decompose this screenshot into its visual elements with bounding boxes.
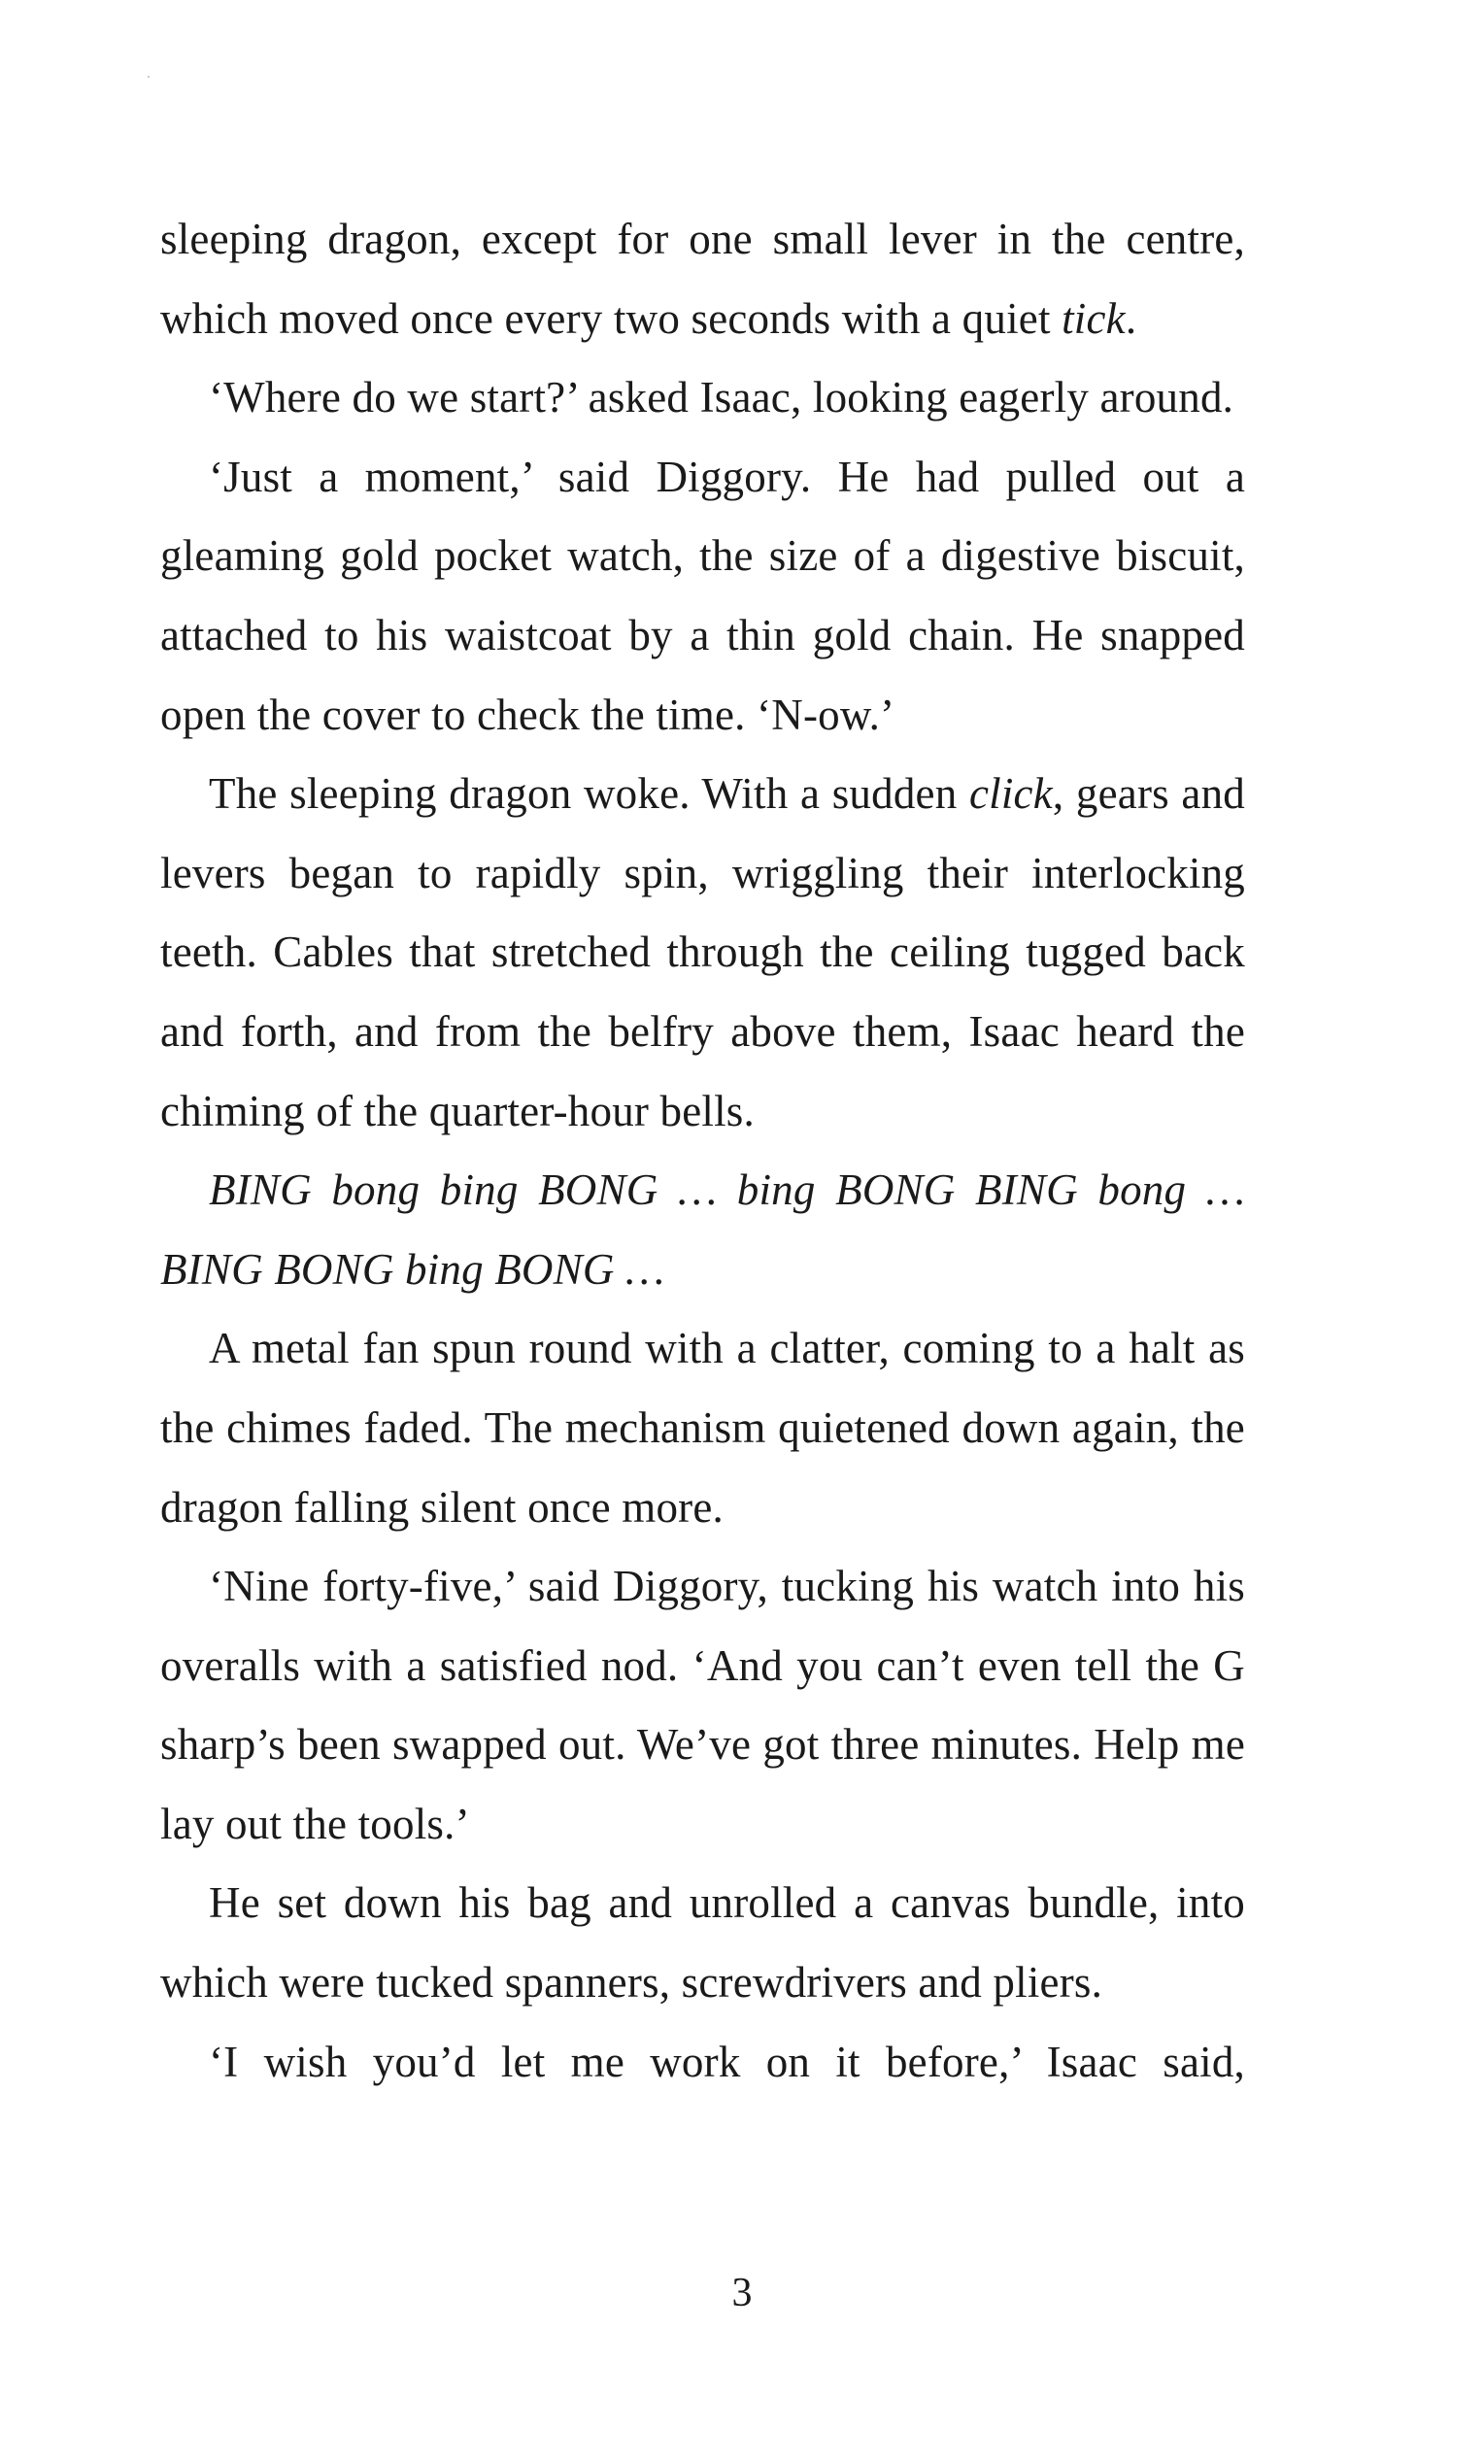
page-number: 3 [731,2271,753,2315]
paragraph-1: sleeping dragon, except for one small lever in the centre, which moved once every two seconds with a quiet tick. [160,215,1245,343]
paragraph-8: He set down his bag and unrolled a canvas bundle, into which were tucked spanners, screwdrivers and pliers. [160,1878,1245,2008]
paper-speck [148,76,150,78]
paragraph-6: A metal fan spun round with a clatter, coming to a halt as the chimes faded. The mechanism quietened down again, the dragon falling silent once more. [160,1324,1245,1532]
paragraph-7: ‘Nine forty-five,’ said Diggory, tucking his watch into his overalls with a satisfied nod. ‘And you can’t even tell the G sharp’s been swapped out. We’ve got three minutes. Help me lay out the tools.’ [160,1562,1245,1848]
paragraph-2: ‘Where do we start?’ asked Isaac, looking eagerly around. [209,373,1234,422]
body-text [160,200,1245,2102]
paragraph-9: ‘I wish you’d let me work on it before,’ Isaac said, [209,2037,1245,2086]
paragraph-4: The sleeping dragon woke. With a sudden click, gears and levers began to rapidly spin, wriggling their interlocking teeth. Cables that stretched through the ceiling tugged back and forth, and from the belfry above them, Isaac heard the chiming of the quarter-hour bells. [160,769,1245,1135]
paragraph-5: BING bong bing BONG … bing BONG BING bong … BING BONG bing BONG … [160,1165,1245,1294]
paragraph-3: ‘Just a moment,’ said Diggory. He had pulled out a gleaming gold pocket watch, the size of a digestive biscuit, attached to his waistcoat by a thin gold chain. He snapped open the cover to check the time. ‘N-ow.’ [160,452,1245,739]
